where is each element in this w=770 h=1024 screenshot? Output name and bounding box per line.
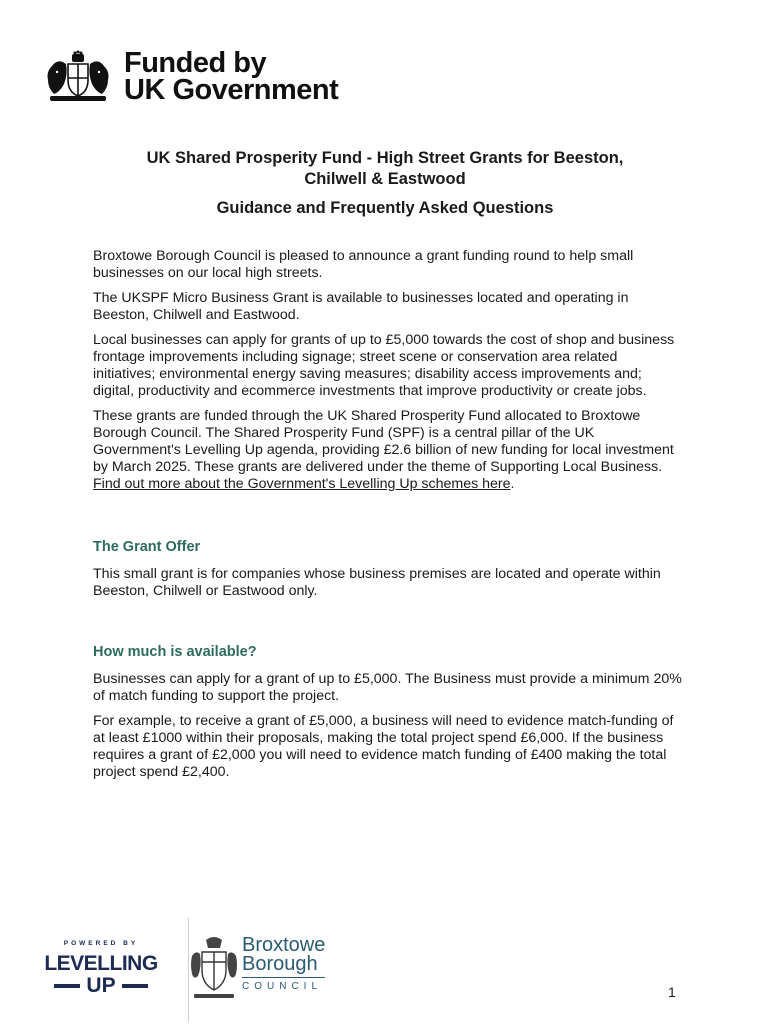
funded-line-1: Funded by (124, 47, 267, 79)
document-subtitle: Guidance and Frequently Asked Questions (216, 199, 554, 217)
up-row (40, 975, 162, 997)
intro-paragraph-4 (93, 408, 683, 493)
how-much-paragraph-1: Businesses can apply for a grant of up to £5,000. The Business must provide a minimum 20% of match funding to support the project. (93, 671, 682, 704)
right-bar-icon (122, 984, 148, 988)
how-much-heading: How much is available? (93, 644, 257, 660)
broxtowe-line-2: Borough (242, 953, 318, 975)
broxtowe-borough-council-logo (188, 936, 325, 1000)
grant-offer-heading: The Grant Offer (93, 539, 201, 555)
broxtowe-text (242, 936, 325, 992)
page-number: 1 (668, 984, 676, 1000)
spacer (93, 501, 683, 539)
how-much-paragraph-2: For example, to receive a grant of £5,000, a business will need to evidence match-funding of at least £1000 within their proposals, making the total project spend £6,000. If the business requires a grant of £2,000 you will need to evidence match funding of £400 making the total project spend £2,400. (93, 713, 674, 780)
document-body (93, 248, 683, 789)
intro-paragraph-4-end: . (510, 476, 515, 492)
funded-by-text (124, 47, 339, 106)
royal-coat-of-arms-icon (44, 50, 112, 104)
broxtowe-crest-icon (188, 936, 240, 1000)
council-text: COUNCIL (242, 977, 325, 992)
up-text: UP (86, 974, 116, 997)
intro-paragraph-3: Local businesses can apply for grants of up to £5,000 towards the cost of shop and business frontage improvements including signage; street scene or conservation area related initiatives; environmental energy saving measures; disability access improvements and; digital, productivity and ecommerce investments that improve productivity or create jobs. (93, 332, 675, 399)
left-bar-icon (54, 984, 80, 988)
title-line-2: Chilwell & Eastwood (304, 170, 466, 188)
powered-by-text: POWERED BY (63, 940, 139, 947)
intro-paragraph-4-text: These grants are funded through the UK Shared Prosperity Fund allocated to Broxtowe Borough Council. The Shared Prosperity Fund (SPF) is a central pillar of the UK Government's Levelling Up agenda, providing £2.6 billion of new funding for local investment by March 2025. These grants are delivered under the theme of Supporting Local Business. (93, 408, 674, 475)
levelling-up-logo (40, 940, 162, 997)
grant-offer-paragraph: This small grant is for companies whose business premises are located and operate within Beeston, Chilwell or Eastwood only. (93, 566, 661, 599)
spacer (93, 608, 683, 644)
document-title (0, 148, 770, 190)
levelling-text: LEVELLING (44, 952, 158, 975)
intro-paragraph-1: Broxtowe Borough Council is pleased to announce a grant funding round to help small businesses on our local high streets. (93, 248, 634, 281)
broxtowe-line-1: Broxtowe (242, 934, 326, 956)
funded-by-uk-government-logo (44, 47, 339, 106)
title-line-1: UK Shared Prosperity Fund - High Street Grants for Beeston, (146, 149, 624, 167)
intro-paragraph-2: The UKSPF Micro Business Grant is available to businesses located and operating in Beeston, Chilwell and Eastwood. (93, 290, 629, 323)
levelling-up-schemes-link[interactable]: Find out more about the Government's Levelling Up schemes here (93, 476, 511, 492)
funded-line-2: UK Government (124, 74, 339, 106)
